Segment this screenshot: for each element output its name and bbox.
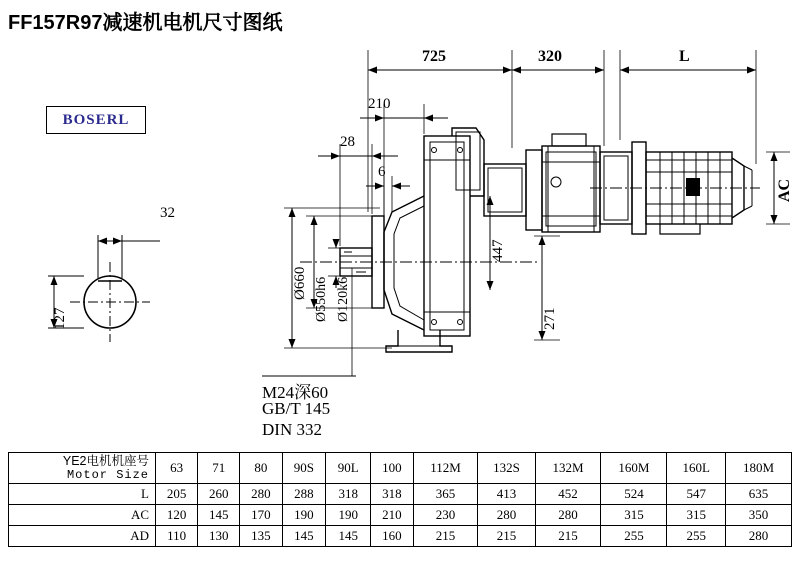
table-cell: 215 bbox=[478, 526, 535, 547]
table-cell: 288 bbox=[282, 484, 326, 505]
dim-120k6: Ø120k6 bbox=[336, 276, 351, 322]
table-cell: 452 bbox=[535, 484, 601, 505]
table-row bbox=[9, 484, 792, 505]
main-assembly bbox=[262, 50, 790, 376]
dim-L: L bbox=[679, 48, 690, 65]
logo-text: BOSERL bbox=[62, 112, 130, 128]
table-header-size: 160M bbox=[601, 453, 667, 484]
table-header-size: 132S bbox=[478, 453, 535, 484]
dim-320: 320 bbox=[538, 48, 562, 65]
table-cell: 280 bbox=[535, 505, 601, 526]
table-header-size: 71 bbox=[198, 453, 240, 484]
dim-6: 6 bbox=[378, 164, 386, 180]
table-cell: 190 bbox=[282, 505, 326, 526]
table-cell: 524 bbox=[601, 484, 667, 505]
table-header-size: 90S bbox=[282, 453, 326, 484]
table-header-size: 63 bbox=[156, 453, 198, 484]
table-header-size: 180M bbox=[725, 453, 791, 484]
table-cell: 145 bbox=[198, 505, 240, 526]
table-row-label: AD bbox=[9, 526, 156, 547]
table-cell: 145 bbox=[282, 526, 326, 547]
table-cell: 190 bbox=[326, 505, 371, 526]
dim-271: 271 bbox=[542, 307, 558, 330]
page-title: FF157R97减速机电机尺寸图纸 bbox=[8, 12, 283, 34]
table-header-size: 132M bbox=[535, 453, 601, 484]
table-row bbox=[9, 526, 792, 547]
table-header-label: YE2电机机座号 Motor Size bbox=[9, 453, 156, 484]
table-cell: 170 bbox=[240, 505, 282, 526]
table-header-size: 160L bbox=[667, 453, 726, 484]
table-header-size: 90L bbox=[326, 453, 371, 484]
dim-660: Ø660 bbox=[292, 266, 308, 300]
table-cell: 160 bbox=[371, 526, 413, 547]
table-header-size: 112M bbox=[413, 453, 478, 484]
table-cell: 205 bbox=[156, 484, 198, 505]
table-cell: 318 bbox=[371, 484, 413, 505]
table-cell: 318 bbox=[326, 484, 371, 505]
table-cell: 280 bbox=[725, 526, 791, 547]
table-cell: 135 bbox=[240, 526, 282, 547]
motor-size-table bbox=[8, 452, 792, 547]
table-cell: 315 bbox=[667, 505, 726, 526]
table-cell: 145 bbox=[326, 526, 371, 547]
dim-127: 127 bbox=[52, 307, 68, 330]
note-m24: M24深60 bbox=[262, 383, 329, 402]
dim-550h6: Ø550h6 bbox=[314, 276, 329, 322]
note-gbt145: GB/T 145 bbox=[262, 399, 331, 418]
table-cell: 635 bbox=[725, 484, 791, 505]
table-cell: 230 bbox=[413, 505, 478, 526]
table-header-size: 100 bbox=[371, 453, 413, 484]
dim-28: 28 bbox=[340, 134, 355, 150]
table-header-row bbox=[9, 453, 792, 484]
table-cell: 280 bbox=[478, 505, 535, 526]
table-cell: 365 bbox=[413, 484, 478, 505]
table-cell: 130 bbox=[198, 526, 240, 547]
table-cell: 350 bbox=[725, 505, 791, 526]
dim-32: 32 bbox=[160, 205, 175, 221]
table-cell: 110 bbox=[156, 526, 198, 547]
table-cell: 255 bbox=[601, 526, 667, 547]
table-cell: 260 bbox=[198, 484, 240, 505]
table-cell: 215 bbox=[413, 526, 478, 547]
table-row-label: AC bbox=[9, 505, 156, 526]
dim-447: 447 bbox=[490, 239, 506, 262]
dim-725: 725 bbox=[422, 48, 446, 65]
table-row bbox=[9, 505, 792, 526]
table-cell: 413 bbox=[478, 484, 535, 505]
dim-210: 210 bbox=[368, 96, 391, 112]
table-cell: 120 bbox=[156, 505, 198, 526]
table-header-size: 80 bbox=[240, 453, 282, 484]
table-cell: 547 bbox=[667, 484, 726, 505]
table-cell: 255 bbox=[667, 526, 726, 547]
table-cell: 315 bbox=[601, 505, 667, 526]
table-cell: 280 bbox=[240, 484, 282, 505]
table-cell: 210 bbox=[371, 505, 413, 526]
dim-AC: AC bbox=[776, 178, 793, 202]
table-cell: 215 bbox=[535, 526, 601, 547]
table-row-label: L bbox=[9, 484, 156, 505]
note-din332: DIN 332 bbox=[262, 420, 322, 439]
